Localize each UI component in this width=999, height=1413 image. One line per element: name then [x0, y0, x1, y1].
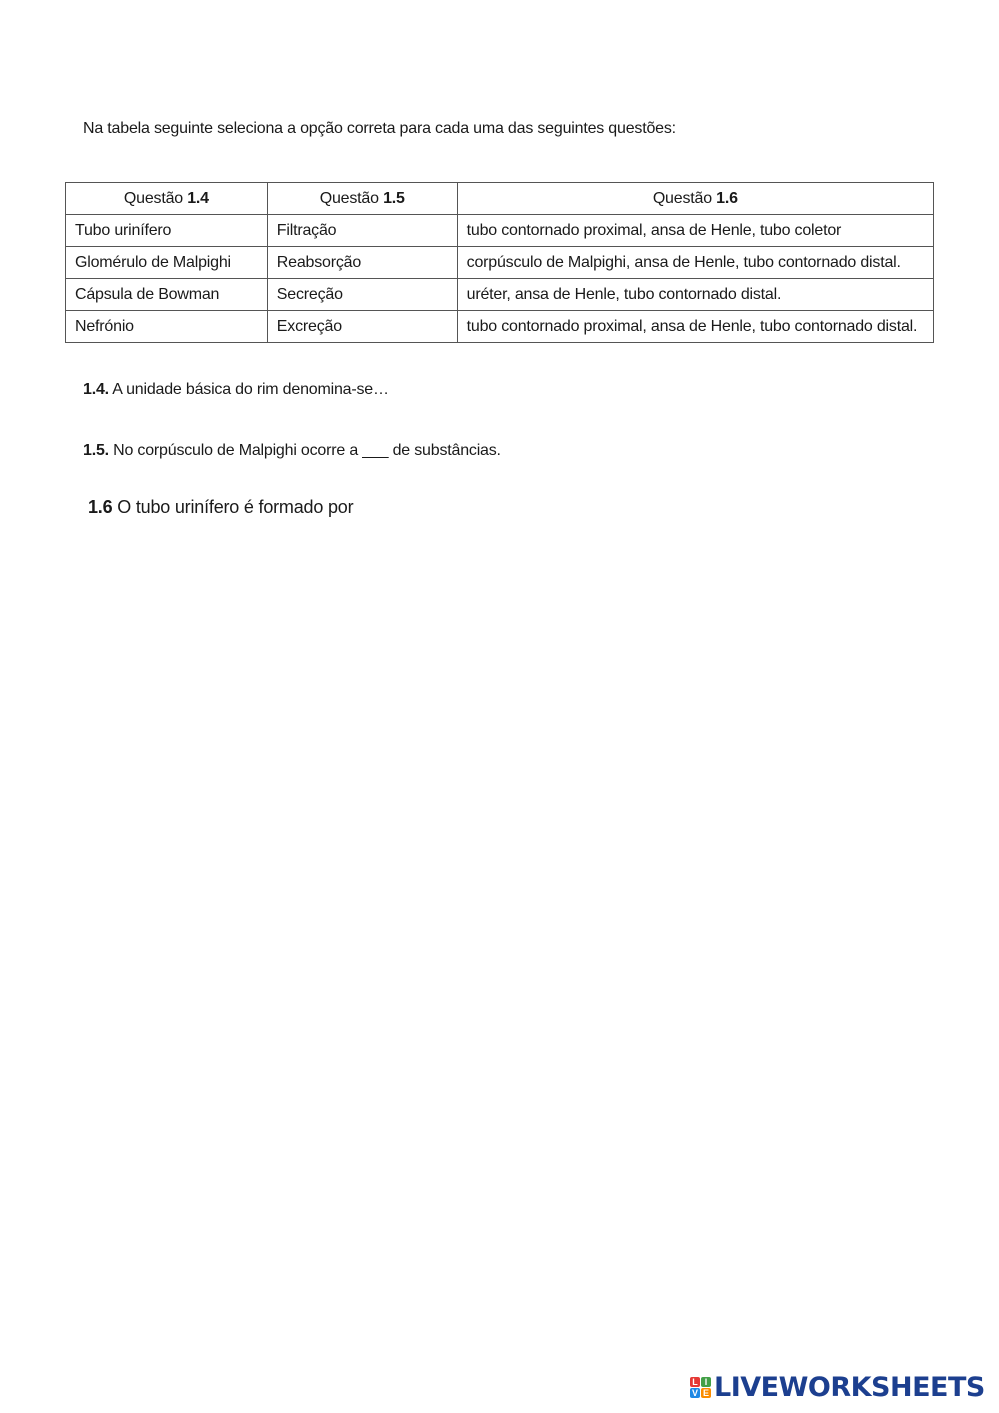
instructions-text: Na tabela seguinte seleciona a opção correta para cada uma das seguintes questões: [83, 120, 676, 137]
question-1-4: 1.4. A unidade básica do rim denomina-se… [83, 381, 389, 398]
liveworksheets-logo [690, 1372, 985, 1403]
option-cell: Filtração [267, 215, 457, 247]
option-cell: Glomérulo de Malpighi [66, 247, 268, 279]
table-header-row [66, 183, 934, 215]
logo-letter: I [701, 1377, 711, 1387]
logo-letter: E [702, 1388, 709, 1398]
option-cell: uréter, ansa de Henle, tubo contornado distal. [457, 279, 933, 311]
header-question-1-4: Questão 1.4 [66, 183, 268, 215]
option-cell: Tubo urinífero [66, 215, 268, 247]
option-cell: tubo contornado proximal, ansa de Henle, tubo coletor [457, 215, 933, 247]
option-cell: Excreção [267, 311, 457, 343]
option-cell: Secreção [267, 279, 457, 311]
option-cell: Nefrónio [66, 311, 268, 343]
option-cell: Reabsorção [267, 247, 457, 279]
options-table [65, 182, 934, 343]
header-question-1-5: Questão 1.5 [267, 183, 457, 215]
live-logo-icon [690, 1377, 711, 1398]
table-row [66, 247, 934, 279]
logo-text: LIVEWORKSHEETS [714, 1372, 985, 1403]
option-cell: tubo contornado proximal, ansa de Henle, tubo contornado distal. [457, 311, 933, 343]
question-1-6: 1.6 O tubo urinífero é formado por [88, 497, 354, 517]
table-row [66, 311, 934, 343]
option-cell: Cápsula de Bowman [66, 279, 268, 311]
option-cell: corpúsculo de Malpighi, ansa de Henle, tubo contornado distal. [457, 247, 933, 279]
header-question-1-6: Questão 1.6 [457, 183, 933, 215]
table-row [66, 279, 934, 311]
question-1-5: 1.5. No corpúsculo de Malpighi ocorre a ___ de substâncias. [83, 442, 501, 459]
logo-letter: L [690, 1377, 700, 1387]
table-row [66, 215, 934, 247]
logo-letter: V [691, 1388, 698, 1398]
